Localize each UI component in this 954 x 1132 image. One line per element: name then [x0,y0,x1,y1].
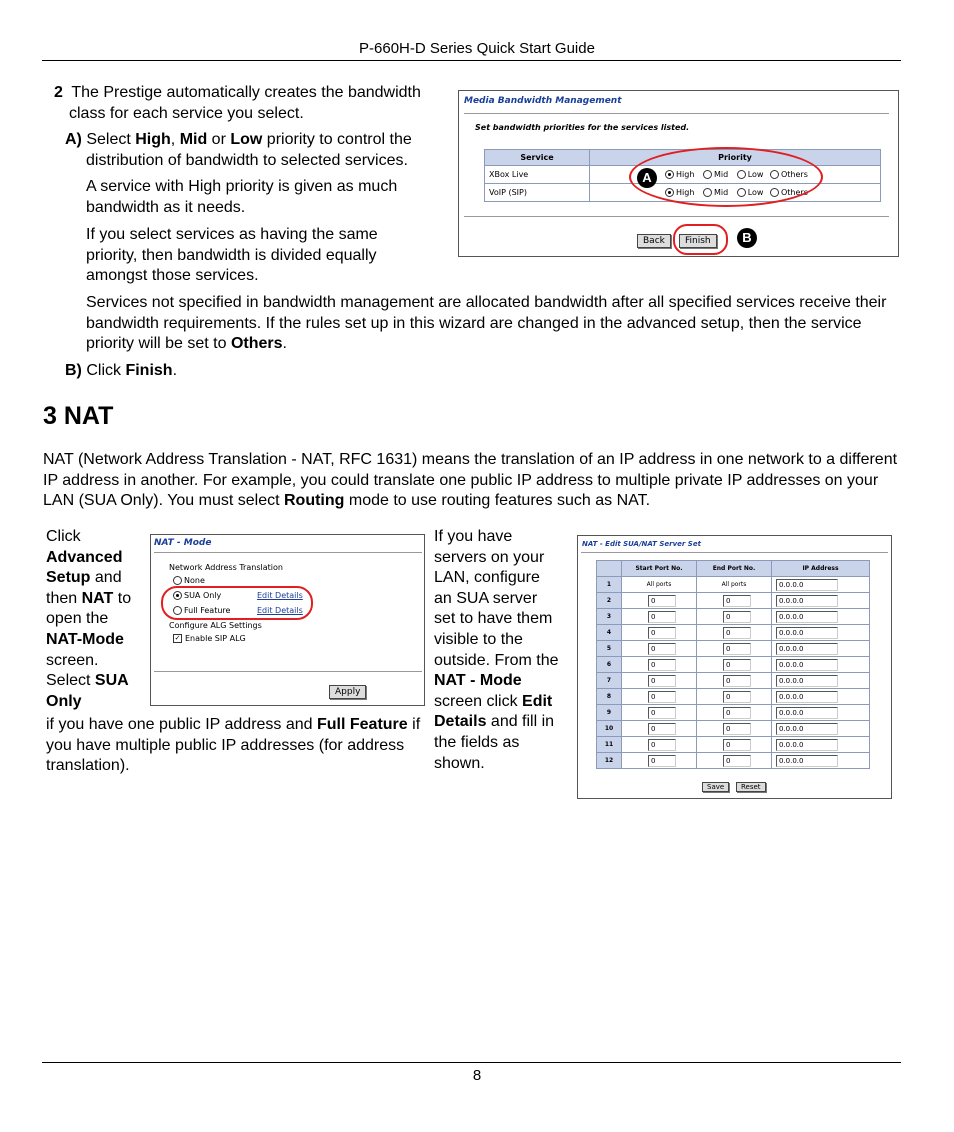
row-index: 4 [597,625,622,641]
step-b-period: . [172,362,178,379]
end-port-cell-input[interactable]: 0 [723,707,751,719]
ip-cell-input[interactable]: 0.0.0.0 [776,691,838,703]
page-number: 8 [472,1067,482,1084]
step2-a [65,130,471,171]
if-public-text: if you have one public IP address and [46,716,317,733]
edit-details-link[interactable]: Edit Details [257,591,303,600]
para-same-priority: If you select services as having the same priority, then bandwidth is divided equally amongst those services. [86,226,378,285]
edit-details-link[interactable]: Edit Details [257,606,303,615]
ip-cell-input[interactable]: 0.0.0.0 [776,579,838,591]
row-index: 9 [597,705,622,721]
start-port-cell [622,609,697,625]
and-then-text: and then [46,569,122,607]
ip-cell [772,737,870,753]
start-port-cell-input[interactable]: 0 [648,659,676,671]
sua-server-table [596,560,870,769]
end-port-cell-input[interactable]: 0 [723,723,751,735]
start-port-cell [622,625,697,641]
table-row [597,609,870,625]
end-port-cell [697,753,772,769]
reset-button[interactable]: Reset [736,782,766,792]
screen-click-text: screen click [434,692,523,710]
col-index [597,561,622,577]
end-port-cell [697,721,772,737]
end-port-cell [697,673,772,689]
option-label: High [676,170,695,179]
step-b-label: B) [65,362,82,379]
start-port-cell [622,593,697,609]
end-port-cell [697,705,772,721]
enable-sip-label: Enable SIP ALG [185,634,246,643]
start-port-cell [622,673,697,689]
end-port-cell-input[interactable]: 0 [723,611,751,623]
step-number: 2 [54,84,63,101]
row-index: 11 [597,737,622,753]
table-row [597,737,870,753]
ip-cell-input[interactable]: 0.0.0.0 [776,627,838,639]
screen-select-text: screen. Select [46,651,99,690]
end-port-cell-input[interactable]: 0 [723,627,751,639]
to-open-text: to open the [46,589,132,628]
nat-section-label: Network Address Translation [169,563,283,572]
para-high-priority: A service with High priority is given as much bandwidth as it needs. [86,178,398,216]
callout-badge-a: A [637,168,657,188]
end-port-cell-input[interactable]: 0 [723,739,751,751]
checkbox-sip-alg[interactable]: ✓ [174,634,181,642]
start-port-cell [622,737,697,753]
end-port-cell-input[interactable]: 0 [723,643,751,655]
ip-cell [772,609,870,625]
media-subtitle: Set bandwidth priorities for the services listed. [475,123,690,132]
ip-cell-input[interactable]: 0.0.0.0 [776,675,838,687]
option-label: High [676,188,695,197]
table-row [597,753,870,769]
row-index: 6 [597,657,622,673]
period-text: . [282,335,287,353]
start-port-cell-input[interactable]: 0 [648,595,676,607]
option-label: Low [747,188,764,197]
start-port-cell-input[interactable]: 0 [648,707,676,719]
ip-cell [772,689,870,705]
option-label: SUA Only [184,591,222,600]
end-port-cell-input[interactable]: 0 [723,755,751,767]
option-label: Full Feature [184,606,231,615]
ip-cell [772,753,870,769]
row-index: 2 [597,593,622,609]
routing-text: Routing [284,492,345,510]
fill-in-text: and fill in the fields as shown. [434,713,555,772]
end-port-cell-input[interactable]: 0 [723,595,751,607]
table-row [597,641,870,657]
finish-text: Finish [125,362,173,379]
nat-text: NAT [81,589,114,607]
step-b-text: Click [81,362,126,379]
media-bottom-rule [464,216,889,217]
ip-cell [772,721,870,737]
step2-intro-text: The Prestige automatically creates the bandwidth class for each service you select. [69,84,421,122]
ip-cell-input[interactable]: 0.0.0.0 [776,659,838,671]
sua-title: NAT - Edit SUA/NAT Server Set [582,540,701,548]
finish-button[interactable]: Finish [679,234,717,248]
table-row [597,657,870,673]
end-port-cell-input[interactable]: 0 [723,659,751,671]
table-row [597,705,870,721]
ip-cell [772,657,870,673]
ip-cell-input[interactable]: 0.0.0.0 [776,723,838,735]
start-port-cell: All ports [622,577,697,593]
sua-only-text: SUA Only [46,672,129,710]
media-title: Media Bandwidth Management [464,96,622,106]
nat-left-bottom [46,715,428,777]
end-port-cell-input[interactable]: 0 [723,675,751,687]
start-port-cell [622,657,697,673]
step-a-label: A) [65,131,82,148]
col-service: Service [485,150,590,166]
start-port-cell [622,689,697,705]
section-heading-nat: 3 NAT [43,402,114,430]
start-port-cell-input[interactable]: 0 [648,627,676,639]
start-port-cell-input[interactable]: 0 [648,739,676,751]
ip-cell-input[interactable]: 0.0.0.0 [776,595,838,607]
col-end-port: End Port No. [697,561,772,577]
enable-sip-alg [173,634,246,643]
priority-mid-text: Mid [179,131,208,148]
ip-cell [772,593,870,609]
para-unspecified [86,293,891,355]
step2-b [65,361,177,382]
step2-intro [54,83,434,124]
servers-text: If you have servers on your LAN, configure an SUA server set to have them visible to the outside. From the [434,528,559,669]
table-row [597,689,870,705]
start-port-cell-input[interactable]: 0 [648,611,676,623]
row-index: 8 [597,689,622,705]
step-a-text: Select [81,131,136,148]
nat-mode-bottom-rule [154,671,422,672]
start-port-cell [622,705,697,721]
sua-table-header [597,561,870,577]
ip-cell-input[interactable]: 0.0.0.0 [776,755,838,767]
click-text: Click [46,528,81,545]
start-port-cell-input[interactable]: 0 [648,723,676,735]
start-port-cell [622,753,697,769]
media-bandwidth-screenshot [458,90,899,257]
row-index: 1 [597,577,622,593]
ip-cell-input[interactable]: 0.0.0.0 [776,643,838,655]
table-row [597,625,870,641]
start-port-cell-input[interactable]: 0 [648,755,676,767]
col-ip-address: IP Address [772,561,870,577]
end-port-cell [697,737,772,753]
option-label: Low [747,170,764,179]
ip-cell [772,673,870,689]
table-row [597,673,870,689]
ip-cell [772,577,870,593]
edit-details-text: Edit Details [434,692,553,731]
nat-mode-screenshot [150,534,425,706]
alg-section-label: Configure ALG Settings [169,621,262,630]
option-label: Others [781,170,808,179]
nat-middle-text [434,527,560,774]
para-unspecified-text: Services not specified in bandwidth management are allocated bandwidth after all specified services receive their bandwidth requirements. If the rules set up in this wizard are changed in the advanced setup, then the service priority will be set to [86,294,887,353]
end-port-cell-input[interactable]: 0 [723,691,751,703]
highlight-ring-b [673,224,728,255]
start-port-cell [622,721,697,737]
end-port-cell [697,625,772,641]
row-index: 12 [597,753,622,769]
highlight-ring-nat [161,586,313,620]
option-label: Others [781,188,808,197]
start-port-cell-input[interactable]: 0 [648,643,676,655]
nat-mode-title-rule [154,552,422,553]
end-port-cell [697,641,772,657]
nat-intro [43,450,903,512]
ip-cell-input[interactable]: 0.0.0.0 [776,707,838,719]
sua-title-rule [581,552,888,553]
nat-mode-title: NAT - Mode [154,538,212,548]
if-multi-text: if you have multiple public IP addresses (for address translation). [46,716,421,775]
full-feature-text: Full Feature [317,716,408,733]
end-port-cell [697,657,772,673]
row-index: 10 [597,721,622,737]
nat-left-top [46,527,134,712]
end-port-cell [697,609,772,625]
highlight-ring-a [629,147,823,207]
callout-badge-b: B [737,228,757,248]
start-port-cell [622,641,697,657]
row-index: 3 [597,609,622,625]
nat-intro-end: mode to use routing features such as NAT. [344,492,651,510]
table-row [597,593,870,609]
option-label: None [184,576,205,585]
ip-cell [772,625,870,641]
row-index: 7 [597,673,622,689]
others-text: Others [230,335,283,353]
comma-text: , [170,131,180,148]
advanced-setup-text: Advanced Setup [46,548,123,587]
option-label: Mid [713,188,729,197]
step-a-text-end: priority to control the distribution of bandwidth to selected services. [86,131,412,169]
row-index: 5 [597,641,622,657]
col-priority: Priority [590,150,881,166]
radio-none[interactable] [173,576,182,585]
service-name: XBox Live [485,166,590,184]
page-header: P-660H-D Series Quick Start Guide [359,40,595,57]
nat-intro-text: NAT (Network Address Translation - NAT, RFC 1631) means the translation of an IP address in one network to a different IP address in another. For example, you could translate one public IP address to multiple private IP addresses on your LAN (SUA Only). You must select [43,451,898,510]
end-port-cell [697,689,772,705]
media-title-rule [464,113,889,114]
or-text: or [207,131,231,148]
ip-cell [772,705,870,721]
col-start-port: Start Port No. [622,561,697,577]
service-name: VoIP (SIP) [485,184,590,202]
apply-button[interactable]: Apply [329,685,366,699]
start-port-cell-input[interactable]: 0 [648,675,676,687]
end-port-cell [697,593,772,609]
sua-server-screenshot [577,535,892,799]
ip-cell-input[interactable]: 0.0.0.0 [776,611,838,623]
nat-mode-text: NAT-Mode [46,630,124,648]
priority-high-text: High [135,131,171,148]
save-button[interactable]: Save [702,782,729,792]
option-label: Mid [713,170,729,179]
ip-cell [772,641,870,657]
table-row [597,577,870,593]
end-port-cell: All ports [697,577,772,593]
start-port-cell-input[interactable]: 0 [648,691,676,703]
nat-mode-text: NAT - Mode [434,672,522,690]
back-button[interactable]: Back [637,234,671,248]
priority-low-text: Low [230,131,263,148]
table-row [597,721,870,737]
option-none [173,576,205,585]
header-rule [42,60,901,61]
footer-rule [42,1062,901,1063]
ip-cell-input[interactable]: 0.0.0.0 [776,739,838,751]
